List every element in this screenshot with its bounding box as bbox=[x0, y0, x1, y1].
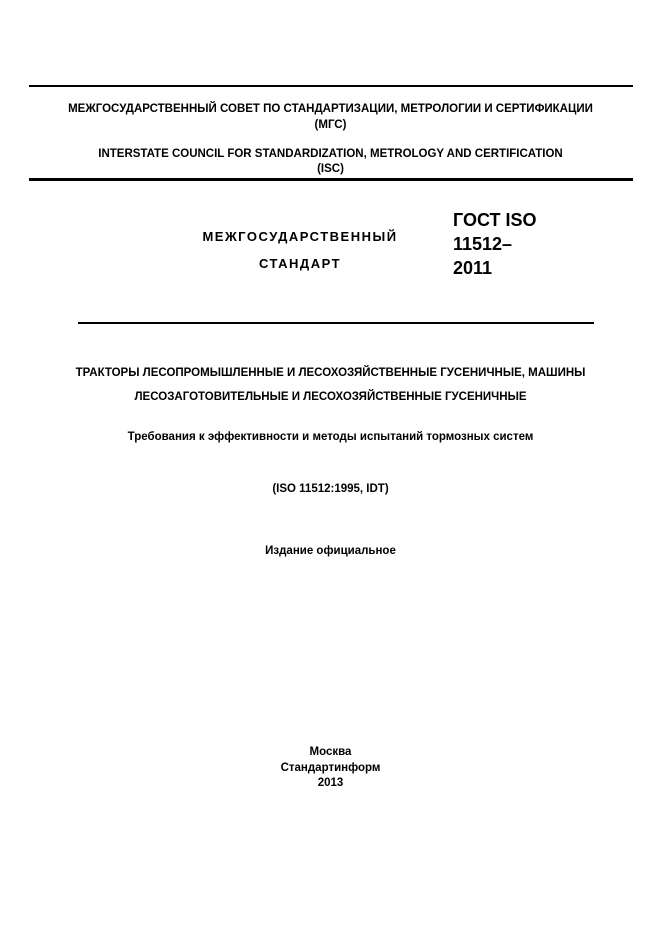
gost-designation-line2: 11512– bbox=[453, 234, 513, 254]
council-ru-name: МЕЖГОСУДАРСТВЕННЫЙ СОВЕТ ПО СТАНДАРТИЗАЦИИ, МЕТРОЛОГИИ И СЕРТИФИКАЦИИ bbox=[68, 103, 593, 115]
imprint-publisher: Стандартинформ bbox=[280, 762, 381, 774]
council-ru-abbr: (МГС) bbox=[314, 119, 347, 131]
council-bottom-rule bbox=[29, 178, 633, 181]
title-line2: ЛЕСОЗАГОТОВИТЕЛЬНЫЕ И ЛЕСОХОЗЯЙСТВЕННЫЕ ГУСЕНИЧНЫЕ bbox=[134, 391, 527, 403]
top-rule bbox=[29, 85, 633, 87]
standard-type-line2: СТАНДАРТ bbox=[258, 256, 342, 271]
edition-note: Издание официальное bbox=[265, 545, 396, 557]
gost-designation-line3: 2011 bbox=[453, 258, 493, 278]
iso-reference: (ISO 11512:1995, IDT) bbox=[272, 483, 389, 495]
subtitle: Требования к эффективности и методы испытаний тормозных систем bbox=[127, 431, 534, 443]
standard-type-line1: МЕЖГОСУДАРСТВЕННЫЙ bbox=[202, 229, 398, 244]
header-divider bbox=[78, 322, 594, 324]
council-en-abbr: (ISC) bbox=[317, 163, 344, 175]
council-en-name: INTERSTATE COUNCIL FOR STANDARDIZATION, METROLOGY AND CERTIFICATION bbox=[98, 148, 563, 160]
imprint-year: 2013 bbox=[317, 777, 344, 789]
imprint-city: Москва bbox=[309, 746, 352, 758]
gost-designation-line1: ГОСТ ISO bbox=[453, 210, 537, 230]
title-line1: ТРАКТОРЫ ЛЕСОПРОМЫШЛЕННЫЕ И ЛЕСОХОЗЯЙСТВЕННЫЕ ГУСЕНИЧНЫЕ, МАШИНЫ bbox=[75, 367, 586, 379]
